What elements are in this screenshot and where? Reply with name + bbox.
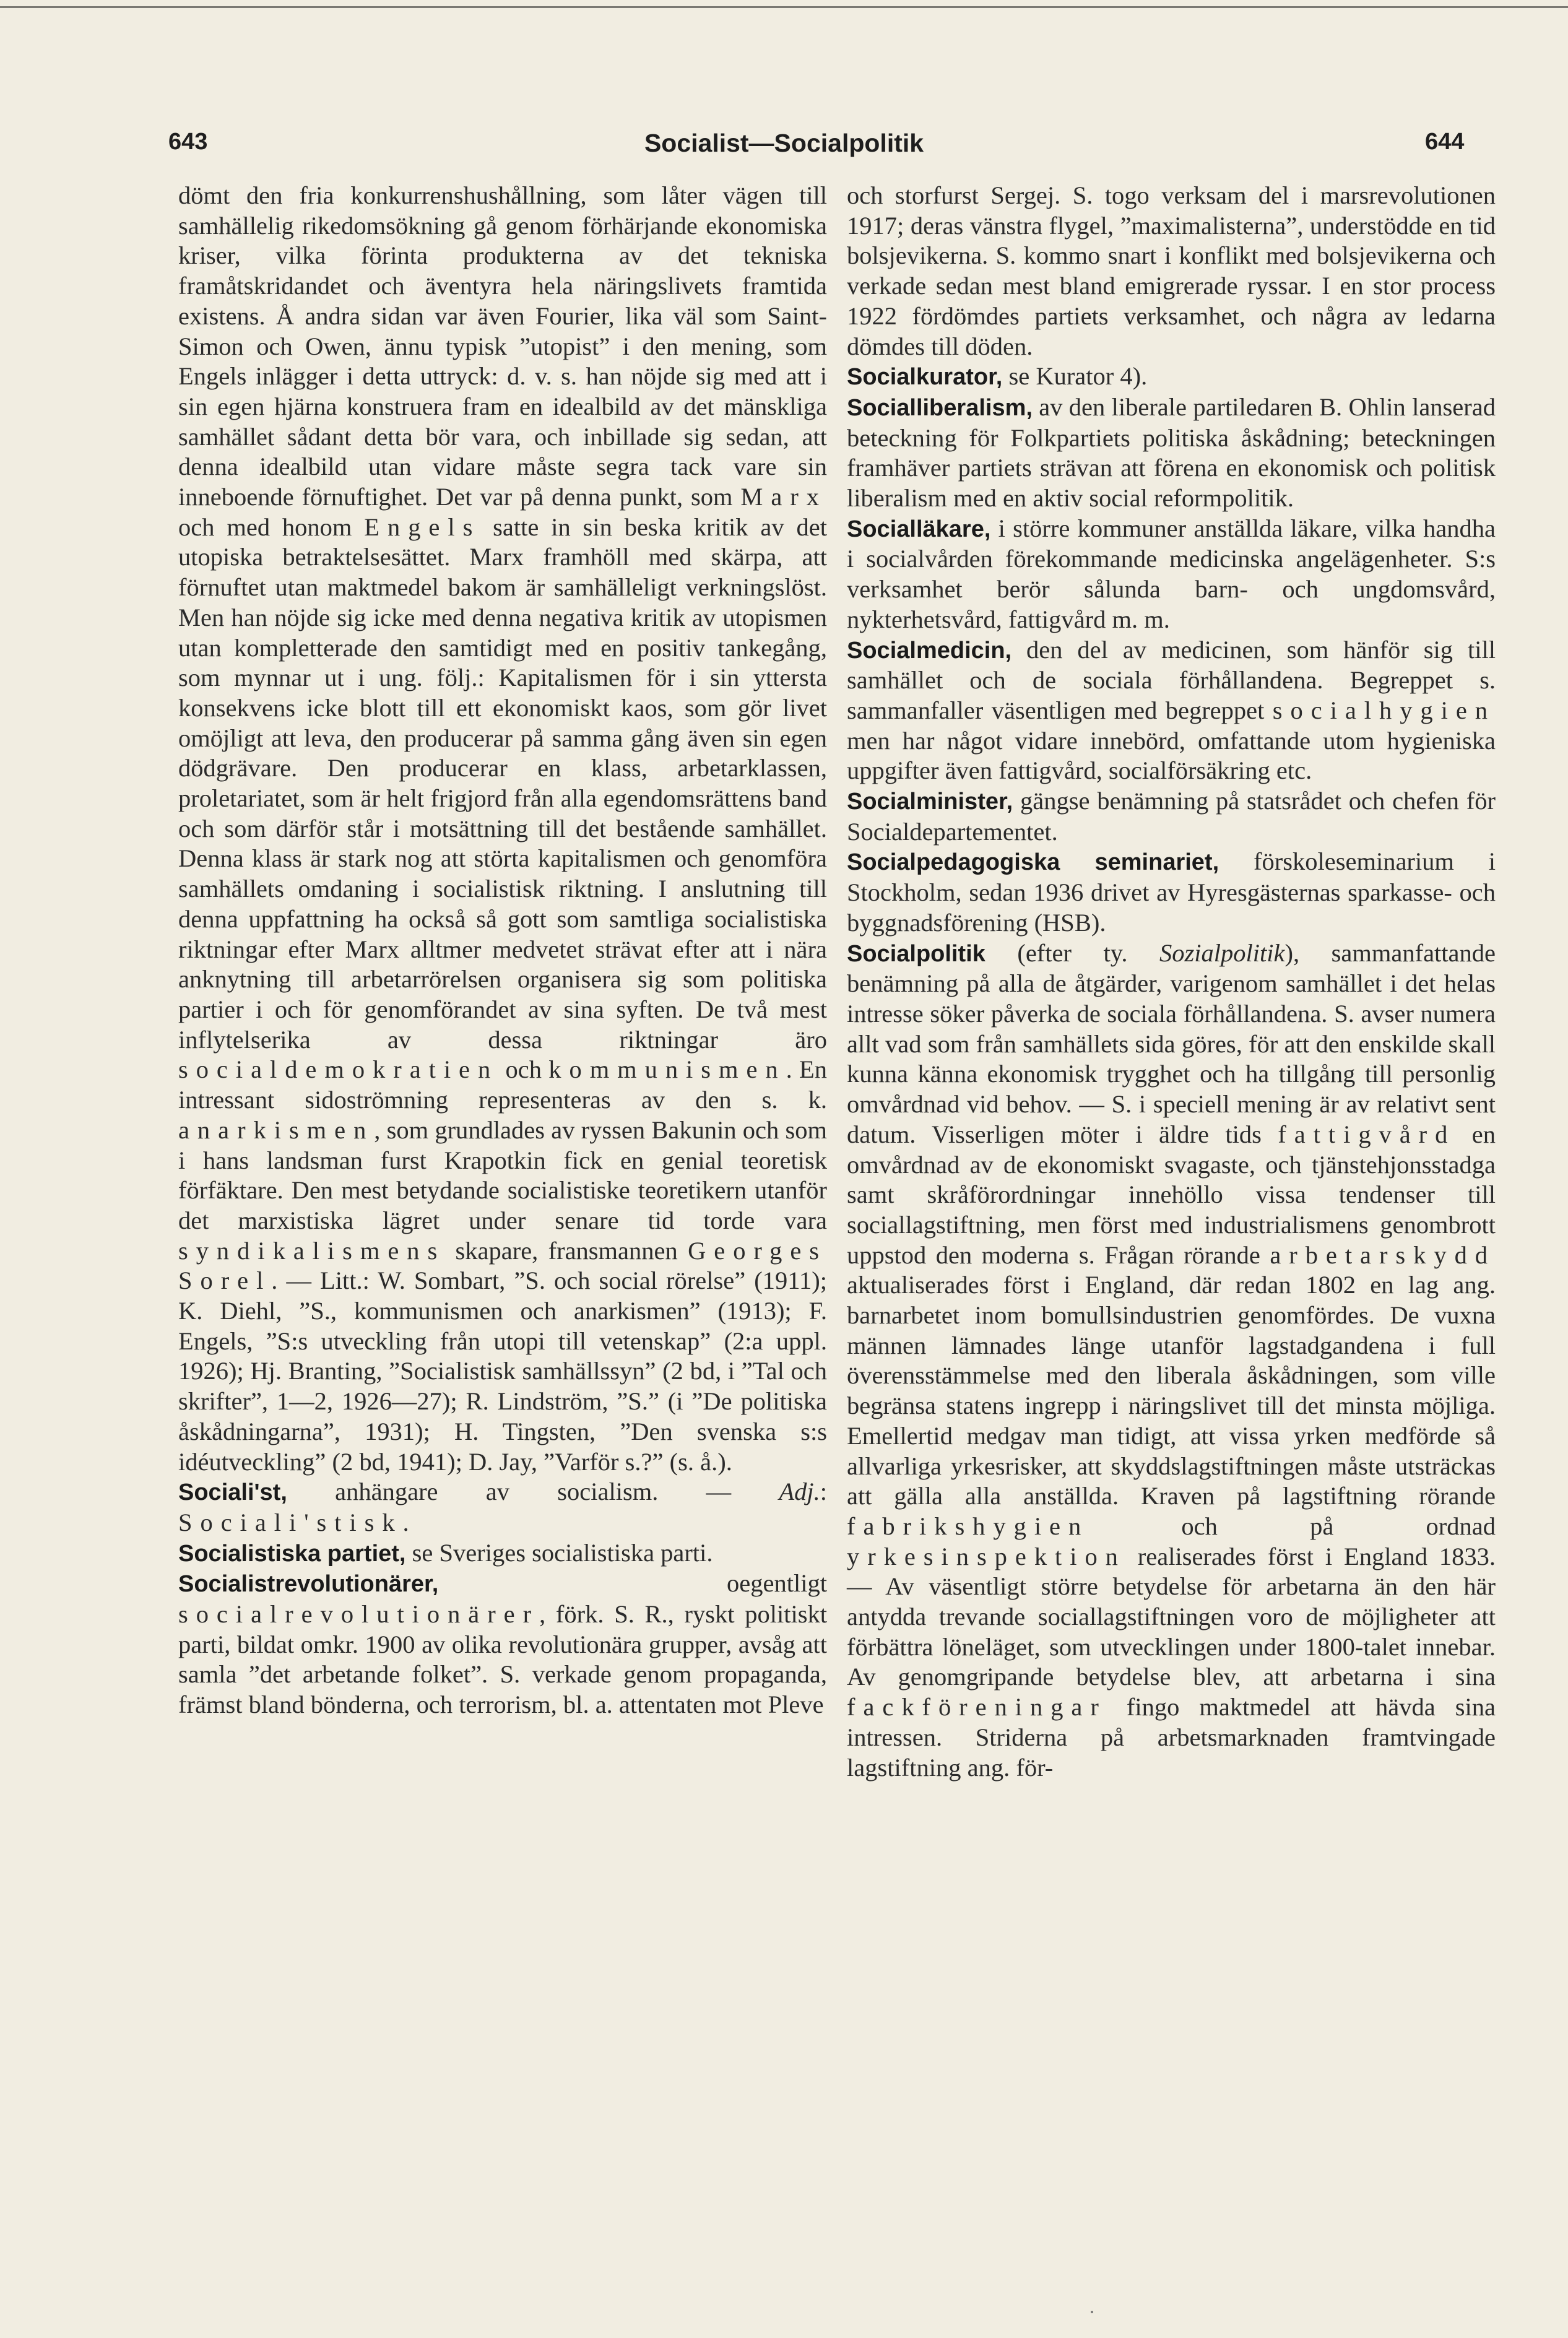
socialism-article-continuation: dömt den fria konkurrenshushållning, som låter vägen till samhällelig rikedomsökning gå genom förhärjande ekonomiska kriser, vilka förinta produkterna av det tekniska framåtskridandet och äventyra hela näringslivets framtida existens. Å andra sidan var även Fourier, lika väl som Saint-Simon och Owen, ännu typisk ”utopist” i den mening, som Engels inlägger i detta uttryck: d. v. s. han nöjde sig med att i sin egen hjärna konstruera fram en idealbild av det mänskliga samhället sådant detta bör vara, och inbillade sig sedan, att denna idealbild utan vidare måste segra tack vare sin inneboende förnuftighet. Det var på denna punkt, som Marx och med honom Engels satte in sin beska kritik av det utopiska betraktelsesättet. Marx framhöll med skärpa, att förnuftet utan maktmedel bakom är samhälleligt verkningslöst. Men han nöjde sig icke med denna negativa kritik av utopismen utan kompletterade den samtidigt med en positiv tankegång, som mynnar ut i ung. följ.: Kapitalismen för i sin yttersta konsekvens icke blott till ett ekonomiskt kaos, som gör livet omöjligt att leva, den producerar på samma gång även sin egen dödgrävare. Den producerar en klass, arbetarklassen, proletariatet, som är helt frigjord från alla egendomsrättens band och som därför står i motsättning till det bestående samhället. Denna klass är stark nog att störta kapitalismen och genomföra samhällets omdaning i socialistisk riktning. I anslutning till denna uppfattning ha också så gott som samtliga socialistiska riktningar efter Marx alltmer medvetet strävat efter att i nära anknytning till arbetarrörelsen organisera sig som politiska partier i och för genomförandet av sina syften. De två mest inflytelserika av dessa riktningar äro socialdemokratien och kommunismen. En intressant sidoströmning representeras av den s. k. anarkismen, som grundlades av ryssen Bakunin och som i hans landsman furst Krapotkin fick en genial teoretisk förfäktare. Den mest betydande socialistiske teoretikern utanför det marxistiska lägret under senare tid torde vara syndikalismens skapare, fransmannen Georges Sorel. — Litt.: W. Sombart, ”S. och social rörelse” (1911); K. Diehl, ”S., kommunismen och anarkismen” (1913); F. Engels, ”S:s utveckling från utopi till vetenskap” (2:a uppl. 1926); Hj. Branting, ”Socialistisk samhällssyn” (2 bd, i ”Tal och skrifter”, 1—2, 1926—27); R. Lindström, ”S.” (i ”De politiska åskådningarna”, 1931); H. Tingsten, ”Den svenska s:s idéutveckling” (2 bd, 1941); D. Jay, ”Varför s.?” (s. å.). (178, 181, 827, 1476)
spaced-term: Sociali'stisk (178, 1508, 403, 1536)
spaced-term: fabrikshygien (847, 1512, 1089, 1540)
headword: Socialliberalism, (847, 394, 1033, 421)
headword: Sociali'st, (178, 1479, 287, 1506)
spaced-term: anarkismen (178, 1115, 375, 1144)
headword: Socialkurator, (847, 364, 1003, 391)
spaced-term: arbetarskydd (1270, 1240, 1496, 1269)
headword: Socialistrevolutionärer, (178, 1571, 439, 1598)
entry-socialmedicin: Socialmedicin, den del av medicinen, som hänför sig till samhället och de sociala förhållandena. Begreppet s. sammanfaller väsentligen med begreppet socialhygien men har något vidare innebörd, omfattande utom hygieniska uppgifter även fattigvård, socialförsäkring etc. (847, 635, 1496, 785)
spaced-term: Georges Sorel (178, 1236, 827, 1295)
entry-socialkurator: Socialkurator, se Kurator 4). (847, 362, 1148, 391)
left-column (178, 181, 827, 1720)
spaced-term: Engels (364, 513, 481, 541)
spaced-term: yrkesinspektion (847, 1542, 1126, 1570)
page-number-right: 644 (1425, 129, 1465, 155)
spaced-term: socialrevolutionärer (178, 1600, 540, 1629)
top-border-line (0, 6, 1568, 8)
entry-socialistrevolutionarer: Socialistrevolutionärer, oegentligt socialrevolutionärer, förk. S. R., ryskt politiskt parti, bildat omkr. 1900 av olika revolutionära grupper, avsåg att samla ”det arbetande folket”. S. verkade genom propaganda, främst bland bönderna, och terrorism, bl. a. attentaten mot Pleve (178, 1569, 827, 1719)
spaced-term: kommunismen (548, 1055, 786, 1084)
entry-socialistiska-partiet: Socialistiska partiet, se Sveriges socialistiska parti. (178, 1538, 713, 1567)
entry-socialminister: Socialminister, gängse benämning på statsrådet och chefen för Socialdepartementet. (847, 787, 1496, 846)
entry-socialliberalism: Socialliberalism, av den liberale partiledaren B. Ohlin lanserad beteckning för Folkpartiets politiska åskådning; beteckningen framhäver partiets strävan att förena en ekonomisk och politisk liberalism med en aktiv social reformpolitik. (847, 392, 1496, 513)
headword: Socialistiska partiet, (178, 1540, 406, 1567)
spaced-term: socialhygien (1272, 696, 1496, 724)
spaced-term: socialdemokratien (178, 1055, 499, 1084)
spaced-term: fackföreningar (847, 1693, 1107, 1721)
spaced-term: Marx (740, 483, 827, 511)
socialistrevolutionarer-continuation: och storfurst Sergej. S. togo verksam del i marsrevolutionen 1917; deras vänstra flygel, ”maximalisterna”, understödde en tid bolsjevikerna. S. kommo snart i konflikt med bolsjevikerna och verkade sedan mest bland emigrerade ryssar. I en stor process 1922 fördömdes partiets verksamhet, och några av ledarna dömdes till döden. (847, 181, 1496, 360)
headword: Socialmedicin, (847, 637, 1012, 664)
page-number-left: 643 (168, 129, 208, 155)
headword: Socialläkare, (847, 516, 991, 542)
headword: Socialminister, (847, 789, 1013, 815)
headword: Socialpolitik (847, 940, 985, 967)
spaced-term: syndikalismens (178, 1236, 446, 1265)
running-title: Socialist—Socialpolitik (644, 129, 924, 157)
page-header (0, 129, 1568, 166)
right-column (847, 181, 1496, 1783)
scan-speck (1091, 2311, 1093, 2313)
headword: Socialpedagogiska seminariet, (847, 849, 1219, 876)
entry-socialpedagogiska-seminariet: Socialpedagogiska seminariet, förskoleseminarium i Stockholm, sedan 1936 drivet av Hyresgästernas sparkasse- och byggnadsförening (HSB). (847, 847, 1496, 937)
spaced-term: fattigvård (1278, 1120, 1456, 1148)
entry-socialpolitik: Socialpolitik (efter ty. Sozialpolitik), sammanfattande benämning på alla de åtgärder, varigenom samhället i det helas intresse söker påverka de sociala förhållandena. S. avser numera allt vad som från samhällets sida göres, för att den enskilde skall kunna känna ekonomisk trygghet och ha tillgång till personlig omvårdnad vid behov. — S. i speciell mening är av relativt sent datum. Visserligen möter i äldre tids fattigvård en omvårdnad av de ekonomiskt svagaste, och tjänstehjonsstadga samt skråförordningar innehöllo vissa tendenser till sociallagstiftning, men först med industrialismens genombrott uppstod den moderna s. Frågan rörande arbetarskydd aktualiserades först i England, där redan 1802 en lag ang. barnarbetet inom bomullsindustrien genomfördes. De vuxna männen lämnades länge utanför lagstadgandena i full överensstämmelse med den liberala åskådningen, som ville begränsa statens ingrepp i näringslivet till det minsta möjliga. Emellertid medgav man tidigt, att vissa yrken medförde så allvarliga yrkesrisker, att skyddslagstiftningen måste utsträckas att gälla alla anställda. Kraven på lagstiftning rörande fabrikshygien och på ordnad yrkesinspektion realiserades först i England 1833. — Av väsentligt större betydelse för arbetarna än den här antydda trevande sociallagstiftningen voro de möjligheter att förbättra löneläget, som utvecklingen under 1800-talet innebar. Av genomgripande betydelse blev, att arbetarna i sina fackföreningar fingo maktmedel att hävda sina intressen. Striderna på arbetsmarknaden framtvingade lagstiftning ang. för- (847, 938, 1496, 1782)
entry-sociallakare: Socialläkare, i större kommuner anställda läkare, vilka handha i socialvården förekommande medicinska angelägenheter. S:s verksamhet berör sålunda barn- och ungdomsvård, nykterhetsvård, fattigvård m. m. (847, 514, 1496, 633)
entry-socialist: Sociali'st, anhängare av socialism. — Adj.: Sociali'stisk. (178, 1478, 827, 1536)
